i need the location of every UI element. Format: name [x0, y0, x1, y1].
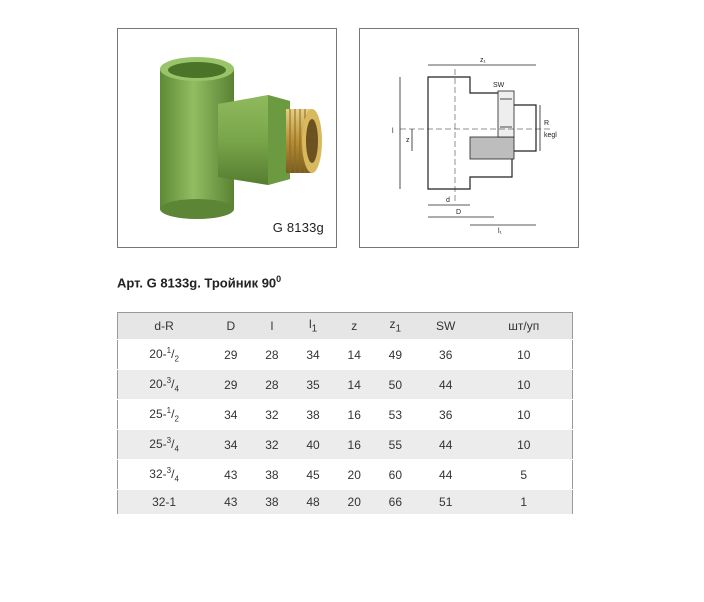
cell-z1: 66: [375, 490, 416, 515]
cell-l1: 40: [292, 430, 333, 460]
cell-D: 29: [210, 340, 251, 370]
cell-sw: 44: [416, 370, 476, 400]
cell-z: 16: [334, 430, 375, 460]
cell-z: 20: [334, 460, 375, 490]
cell-z: 16: [334, 400, 375, 430]
cell-z1: 50: [375, 370, 416, 400]
cell-qty: 10: [475, 370, 572, 400]
cell-l: 28: [251, 340, 292, 370]
table-row: [118, 430, 573, 460]
label-sw: SW: [493, 82, 505, 89]
label-z: z: [406, 137, 410, 144]
column-header: z: [334, 313, 375, 340]
spec-table: [117, 312, 573, 515]
technical-drawing-panel: [359, 28, 579, 248]
cell-z1: 49: [375, 340, 416, 370]
cell-d-r: $20-^3/_4$: [118, 370, 211, 400]
column-header: шт/уп: [475, 313, 572, 340]
cell-sw: 36: [416, 340, 476, 370]
cell-sw: 36: [416, 400, 476, 430]
cell-qty: 5: [475, 460, 572, 490]
table-row: [118, 460, 573, 490]
column-header: d-R: [118, 313, 211, 340]
cell-z1: 53: [375, 400, 416, 430]
column-header: D: [210, 313, 251, 340]
table-row: [118, 340, 573, 370]
table-body: [118, 340, 573, 515]
cell-l: 38: [251, 490, 292, 515]
label-l: l: [392, 128, 394, 135]
table-row: [118, 490, 573, 515]
column-header: $l_1$: [292, 313, 333, 340]
cell-d-r: $25-^3/_4$: [118, 430, 211, 460]
cell-d-r: $20-^1/_2$: [118, 340, 211, 370]
cell-D: 29: [210, 370, 251, 400]
cell-D: 43: [210, 490, 251, 515]
cell-qty: 10: [475, 400, 572, 430]
column-header: SW: [416, 313, 476, 340]
dimension-drawing: [360, 29, 578, 247]
cell-D: 43: [210, 460, 251, 490]
cell-sw: 44: [416, 460, 476, 490]
tee-fitting-photo: [118, 29, 336, 247]
cell-z: 20: [334, 490, 375, 515]
product-code-caption: G 8133g: [272, 220, 324, 235]
cell-sw: 44: [416, 430, 476, 460]
label-z1: z₁: [480, 57, 486, 64]
cell-l1: 38: [292, 400, 333, 430]
cell-D: 34: [210, 400, 251, 430]
cell-d-r: 32-1: [118, 490, 211, 515]
column-header: $z_1$: [375, 313, 416, 340]
cell-l: 38: [251, 460, 292, 490]
cell-z1: 55: [375, 430, 416, 460]
cell-qty: 10: [475, 430, 572, 460]
product-photo-panel: [117, 28, 337, 248]
cell-D: 34: [210, 430, 251, 460]
cell-l1: 45: [292, 460, 333, 490]
cell-l: 32: [251, 400, 292, 430]
cell-l: 32: [251, 430, 292, 460]
cell-l1: 48: [292, 490, 333, 515]
table-header-row: [118, 313, 573, 340]
label-D: D: [456, 209, 462, 216]
table-row: [118, 400, 573, 430]
label-l1: l₁: [498, 228, 502, 235]
cell-z: 14: [334, 370, 375, 400]
table-row: [118, 370, 573, 400]
cell-z: 14: [334, 340, 375, 370]
label-kegl: kegl: [544, 132, 557, 139]
cell-d-r: $32-^3/_4$: [118, 460, 211, 490]
cell-l1: 34: [292, 340, 333, 370]
article-title: [117, 274, 281, 290]
label-d: d: [446, 197, 450, 204]
cell-l: 28: [251, 370, 292, 400]
cell-l1: 35: [292, 370, 333, 400]
cell-d-r: $25-^1/_2$: [118, 400, 211, 430]
column-header: l: [251, 313, 292, 340]
cell-qty: 1: [475, 490, 572, 515]
article-title-text: Арт. G 8133g. Тройник 90: [117, 275, 277, 291]
cell-sw: 51: [416, 490, 476, 515]
cell-z1: 60: [375, 460, 416, 490]
label-r: R: [544, 120, 550, 127]
cell-qty: 10: [475, 340, 572, 370]
article-title-degree: 0: [276, 274, 282, 284]
